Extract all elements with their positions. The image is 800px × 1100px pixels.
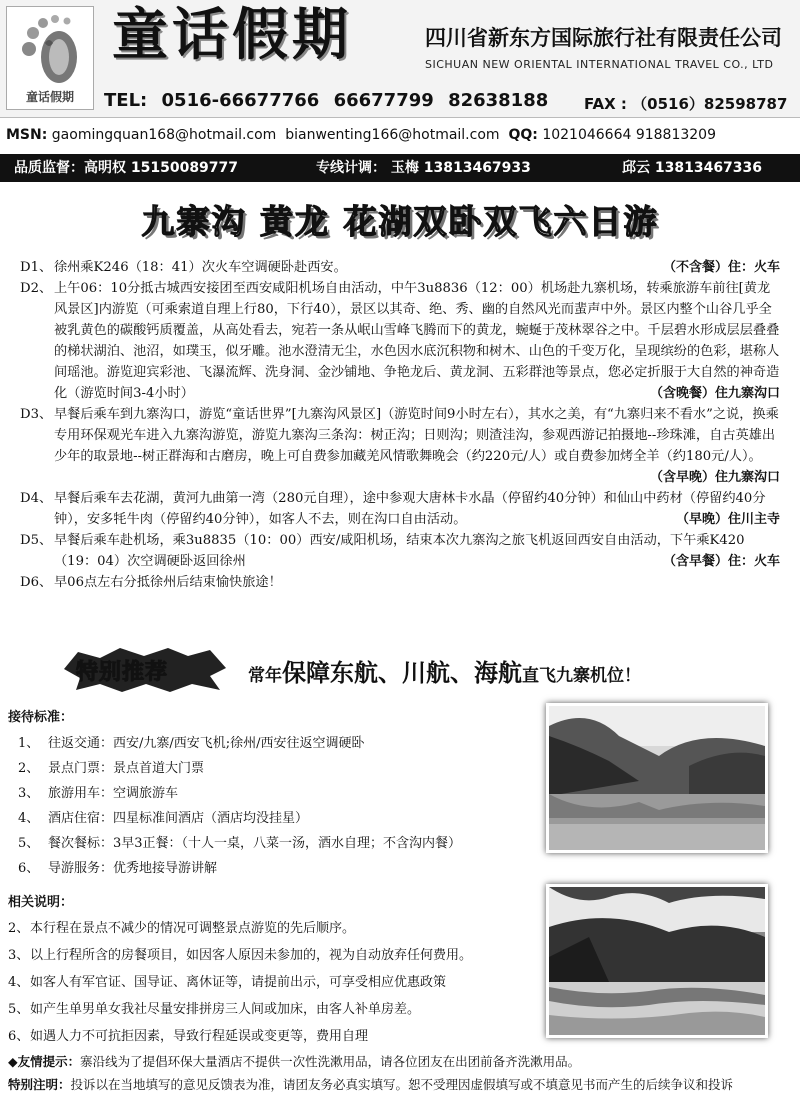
standards-list — [18, 731, 461, 881]
day-description: 早餐后乘车到九寨沟口，游览“童话世界”[九寨沟风景区]（游览时间9小时左右），其水之美，有“九寨归来不看水”之说，换乘专用环保观光车进入九寨沟游览，游览九寨沟三条沟：树正沟；日则沟；则渣洼沟，参观西游记拍摄地--珍珠滩，自古英雄出少年的取景地--树正群海和古磨房，晚上可自费参加藏羌风情歌舞晚会（约220元/人）或自费参加烤全羊（约180元/人）。 — [54, 407, 779, 464]
day-label: D6、 — [20, 575, 53, 590]
telephone-row — [104, 90, 556, 111]
company-name-cn: 四川省新东方国际旅行社有限责任公司 — [425, 26, 782, 50]
day-label: D4、 — [20, 491, 53, 506]
meal-lodging: （不含餐）住：火车 — [662, 260, 780, 275]
fax-label: FAX : — [584, 95, 627, 113]
item-number: 2、 — [18, 761, 40, 776]
tel-number: 82638188 — [448, 90, 549, 111]
list-item — [18, 731, 461, 756]
itinerary — [20, 257, 780, 593]
friendly-tip — [8, 1052, 580, 1070]
note-text: 投诉以在当地填写的意见反馈表为准，请团友务必真实填写。恕不受理因虚假填写或不填意见书而产生的后续争议和投诉 — [70, 1077, 734, 1092]
item-text: 以上行程所含的房餐项目，如因客人原因未参加的，视为自动放弃任何费用。 — [30, 948, 473, 963]
item-number: 2、 — [8, 921, 30, 936]
item-text: 如遇人力不可抗拒因素，导致行程延误或变更等，费用自理 — [30, 1029, 369, 1044]
notes-list — [8, 915, 472, 1050]
tel-number: 0516-66677766 — [161, 90, 320, 111]
day-description: 早餐后乘车去花湖，黄河九曲第一湾（280元自理），途中参观大唐林卡水晶（停留约40分钟）和仙山中药材（停留约40分钟），安多牦牛肉（停留约40分钟），如客人不去，则在沟口自由活动。 — [54, 491, 766, 527]
list-item — [8, 969, 472, 996]
supervision-bar — [0, 154, 800, 182]
item-text: 如客人有军官证、国导证、离休证等，请提前出示，可享受相应优惠政策 — [30, 975, 447, 990]
list-item — [18, 831, 461, 856]
day-label: D2、 — [20, 281, 53, 296]
list-item — [18, 756, 461, 781]
special-note — [8, 1075, 798, 1093]
item-text: 往返交通：西安/九寨/西安飞机;徐州/西安往返空调硬卧 — [48, 736, 365, 751]
tip-text: 寨沿线为了提倡环保大量酒店不提供一次性洗漱用品，请各位团友在出团前备齐洗漱用品。 — [80, 1054, 581, 1069]
day-description: 上午06：10分抵古城西安接团至西安咸阳机场自由活动，中午3u8836（12：00）机场赴九寨机场，转乘旅游车前往[黄龙风景区]内游览（可乘索道自理上行80，下行40），景区以其奇、绝、秀、幽的自然风光而蜚声中外。景区内整个山谷几乎全被乳黄色的碳酸钙质覆盖，从高处看去，宛若一条从岷山雪峰飞腾而下的黄龙，蜿蜒于茂林翠谷之中。千层碧水形成层层叠叠的梯状湖泊、池沼，如璞玉，似牙雕。池水澄清无尘，水色因水底沉积物和树木、山色的千变万化，呈现缤纷的色彩，堪称人间瑶池。游览迎宾彩池、飞瀑流辉、洗身洞、金沙铺地、争艳龙后、黄龙洞、五彩群池等景点，您必定折服于大自然的神奇造化（游览时间3-4小时） — [54, 281, 780, 401]
item-text: 本行程在景点不减少的情况可调整景点游览的先后顺序。 — [30, 921, 356, 936]
airline-guarantee — [248, 653, 641, 688]
meal-lodging: （含早晚）住九寨沟口 — [649, 470, 780, 485]
day-description: 徐州乘K246（18：41）次火车空调硬卧赴西安。 — [54, 260, 347, 275]
hotline-planner-2: 邱云 13813467336 — [622, 160, 763, 176]
fax-number: （0516）82598787 — [632, 95, 788, 113]
day-label: D5、 — [20, 533, 53, 548]
meal-lodging: （含早餐）住：火车 — [662, 554, 780, 569]
quality-supervisor: 品质监督：高明权 15150089777 — [14, 160, 239, 176]
list-item — [8, 1023, 472, 1050]
list-item — [8, 942, 472, 969]
msn-qq-row — [0, 120, 800, 150]
item-text: 导游服务：优秀地接导游讲解 — [48, 861, 218, 876]
day-description: 早06点左右分抵徐州后结束愉快旅途！ — [54, 575, 282, 590]
item-number: 1、 — [18, 736, 40, 751]
guarantee-prefix: 常年 — [248, 666, 282, 686]
guarantee-suffix: 直飞九寨机位！ — [522, 666, 641, 686]
tip-label: ◆友情提示： — [8, 1054, 81, 1069]
special-badge — [60, 646, 230, 692]
itinerary-day — [20, 488, 780, 530]
fax-row — [584, 93, 787, 114]
msn-address: bianwenting166@hotmail.com — [285, 127, 500, 143]
hotline-planner: 专线计调： 玉梅 13813467933 — [316, 160, 531, 176]
mountain-lake-image — [549, 706, 765, 850]
msn-address: gaomingquan168@hotmail.com — [51, 127, 277, 143]
day-label: D1、 — [20, 260, 53, 275]
day-description: 早餐后乘车赴机场，乘3u8835（10：00）西安/咸阳机场，结束本次九寨沟之旅飞机返回西安自由活动，下午乘K420（19：04）次空调硬卧返回徐州 — [54, 533, 745, 569]
tel-number: 66677799 — [333, 90, 434, 111]
list-item — [8, 996, 472, 1023]
meal-lodging: （含晚餐）住九寨沟口 — [649, 386, 780, 401]
company-name-en: SICHUAN NEW ORIENTAL INTERNATIONAL TRAVEL CO., LTD — [425, 58, 774, 71]
itinerary-day — [20, 404, 780, 488]
brand-name: 童话假期 — [112, 3, 352, 68]
meal-lodging: （早晚）住川主寺 — [675, 512, 780, 527]
item-number: 3、 — [18, 786, 40, 801]
itinerary-day — [20, 257, 780, 278]
item-number: 4、 — [18, 811, 40, 826]
standards-title: 接待标准： — [8, 710, 74, 725]
itinerary-day — [20, 572, 780, 593]
item-text: 旅游用车：空调旅游车 — [48, 786, 179, 801]
list-item — [8, 915, 472, 942]
logo-caption: 童话假期 — [25, 90, 74, 104]
tel-label: TEL: — [104, 90, 148, 111]
item-text: 酒店住宿：四星标准间酒店（酒店均没挂星） — [48, 811, 309, 826]
item-text: 景点门票：景点首道大门票 — [48, 761, 205, 776]
itinerary-day — [20, 530, 780, 572]
list-item — [18, 856, 461, 881]
msn-label: MSN: — [6, 127, 48, 143]
item-number: 5、 — [8, 1002, 30, 1017]
item-number: 6、 — [8, 1029, 30, 1044]
qq-numbers: 1021046664 918813209 — [542, 127, 716, 143]
footprint-logo-icon — [15, 13, 87, 87]
list-item — [18, 806, 461, 831]
list-item — [18, 781, 461, 806]
item-number: 6、 — [18, 861, 40, 876]
item-text: 如产生单男单女我社尽量安排拼房三人间或加床，由客人补单房差。 — [30, 1002, 421, 1017]
item-number: 3、 — [8, 948, 30, 963]
company-logo — [6, 6, 94, 110]
item-number: 4、 — [8, 975, 30, 990]
waterfall-photo — [546, 884, 768, 1038]
special-badge-label: 特别推荐 — [76, 660, 169, 685]
terraced-lake-image — [549, 887, 765, 1035]
guarantee-airlines: 保障东航、川航、海航 — [282, 659, 522, 687]
itinerary-day — [20, 278, 780, 404]
notes-title: 相关说明： — [8, 895, 74, 910]
day-label: D3、 — [20, 407, 53, 422]
letterhead — [0, 0, 800, 118]
note-label: 特别注明： — [8, 1077, 71, 1092]
qq-label: QQ: — [508, 127, 538, 143]
item-number: 5、 — [18, 836, 40, 851]
tour-title: 九寨沟 黄龙 花湖双卧双飞六日游 — [141, 202, 659, 241]
item-text: 餐次餐标：3早3正餐：（十人一桌，八菜一汤，酒水自理；不含沟内餐） — [48, 836, 462, 851]
lake-photo — [546, 703, 768, 853]
